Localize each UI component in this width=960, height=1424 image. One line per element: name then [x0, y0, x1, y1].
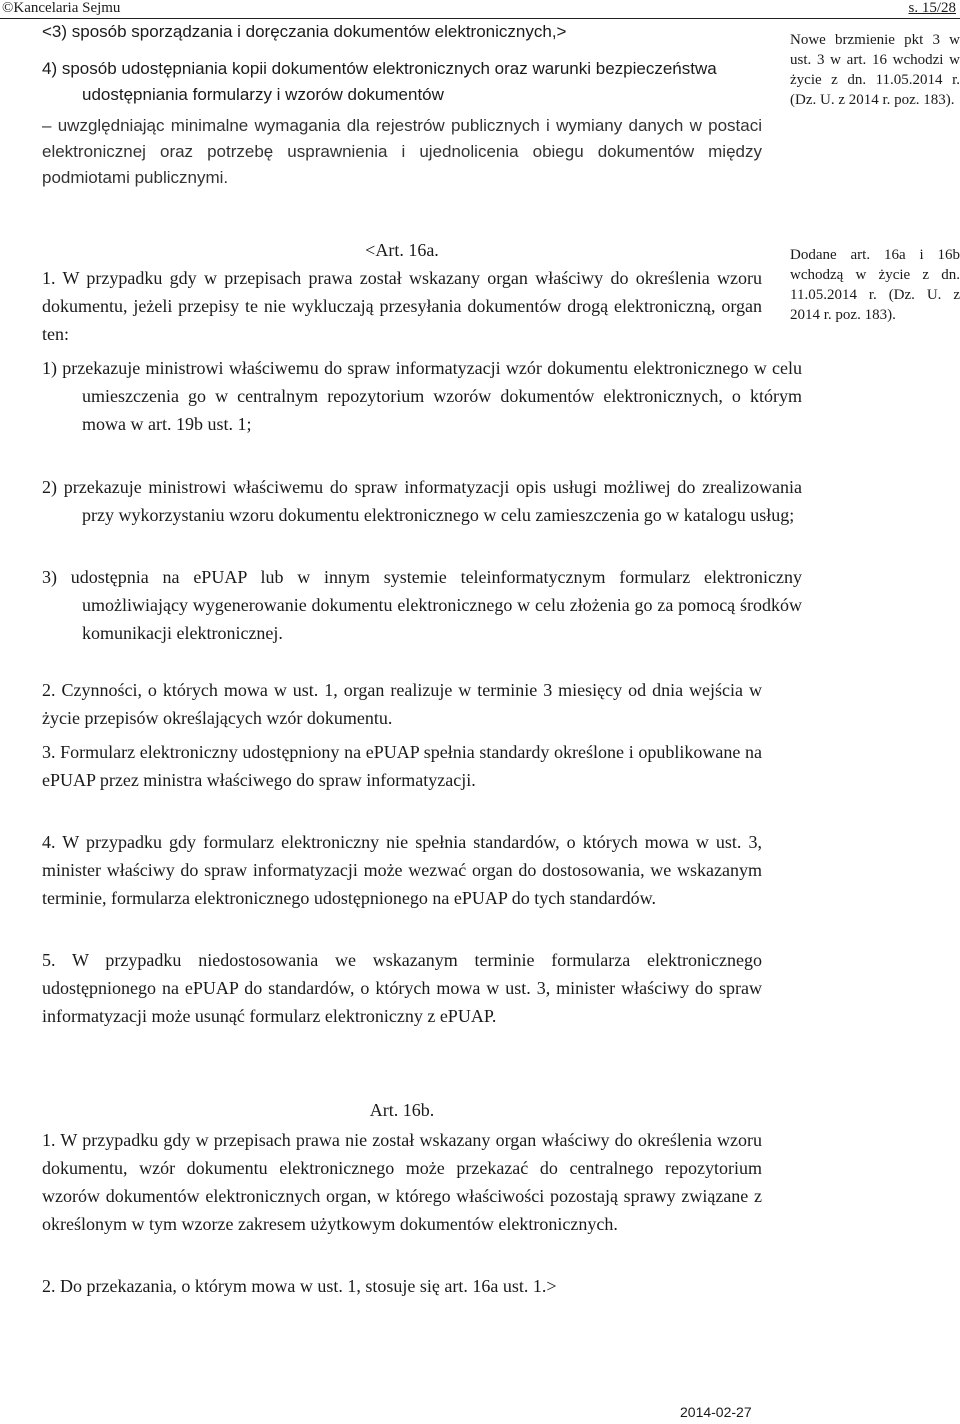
header-source: ©Kancelaria Sejmu [2, 0, 121, 16]
side-note-1: Nowe brzmienie pkt 3 w ust. 3 w art. 16 wchodzi w życie z dn. 11.05.2014 r. (Dz. U. z 2014 r. poz. 183). [790, 32, 960, 108]
page-number: s. 15/28 [908, 0, 956, 16]
art-16a-para-4: 4. W przypadku gdy formularz elektroniczny nie spełnia standardów, o których mowa w ust. 3, minister właściwy do spraw informatyzacji może wezwać organ do dostosowania, we wskazanym terminie, formularza elektronicznego udostępnionego na ePUAP do tych standardów. [42, 832, 762, 908]
art-16a-point-2: 2) przekazuje ministrowi właściwemu do spraw informatyzacji opis usługi możliwej do zrealizowania przy wykorzystaniu wzoru dokumentu elektronicznego w celu zamieszczenia go w katalogu usług; [42, 477, 802, 525]
art-16b-para-2: 2. Do przekazania, o którym mowa w ust. 1, stosuje się art. 16a ust. 1.> [42, 1276, 557, 1296]
art-16a-para-3: 3. Formularz elektroniczny udostępniony na ePUAP spełnia standardy określone i opublikowane na ePUAP przez ministra właściwego do spraw informatyzacji. [42, 742, 762, 790]
art-16a-para-5: 5. W przypadku niedostosowania we wskazanym terminie formularza elektronicznego udostępnionego na ePUAP do standardów, o których mowa w ust. 3, minister właściwy do spraw informatyzacji może usunąć formularz elektroniczny z ePUAP. [42, 950, 762, 1026]
item-3-text: <3) sposób sporządzania i doręczania dokumentów elektronicznych,> [42, 22, 567, 41]
art-16b-para-1: 1. W przypadku gdy w przepisach prawa nie został wskazany organ właściwy do określenia wzoru dokumentu, wzór dokumentu elektronicznego może przekazać do centralnego repozytorium wzorów dokumentów elektronicznych organ, w którego właściwości pozostają sprawy związane z określonym w tym wzorze zakresem użytkowym dokumentów elektronicznych. [42, 1130, 762, 1234]
footer-date: 2014-02-27 [680, 1404, 752, 1420]
item-4 [42, 56, 762, 108]
art-16a-point-1: 1) przekazuje ministrowi właściwemu do spraw informatyzacji wzór dokumentu elektronicznego w celu umieszczenia go w centralnym repozytorium wzorów dokumentów elektronicznych, o którym mowa w art. 19b ust. 1; [42, 358, 802, 434]
art-16a-para-2: 2. Czynności, o których mowa w ust. 1, organ realizuje w terminie 3 miesięcy od dnia wejścia w życie przepisów określających wzór dokumentu. [42, 680, 762, 728]
page-header [0, 0, 960, 20]
art-16b-heading: Art. 16b. [369, 1100, 435, 1120]
art-16a-para-1-text: W przypadku gdy w przepisach prawa został wskazany organ właściwy do określenia wzoru dokumentu, jeżeli przepisy te nie wykluczają przesyłania dokumentów drogą elektroniczną, organ ten: [42, 268, 762, 344]
art-16a-para-1-num: 1. [42, 268, 56, 288]
art-16a-heading: <Art. 16a. [365, 240, 439, 260]
side-note-2: Dodane art. 16a i 16b wchodzą w życie z dn. 11.05.2014 r. (Dz. U. z 2014 r. poz. 183). [790, 247, 960, 323]
closing-clause: – uwzględniając minimalne wymagania dla rejestrów publicznych i wymiany danych w postaci elektronicznej oraz potrzebę usprawnienia i ujednolicenia obiegu dokumentów między podmiotami publicznymi. [42, 116, 762, 187]
item-4-text: 4) sposób udostępniania kopii dokumentów elektronicznych oraz warunki bezpieczeństwa udostępniania formularzy i wzorów dokumentów [42, 59, 717, 104]
header-rule [0, 18, 960, 19]
art-16a-para-1 [42, 264, 762, 348]
art-16a-point-3: 3) udostępnia na ePUAP lub w innym systemie teleinformatycznym formularz elektroniczny umożliwiający wygenerowanie dokumentu elektronicznego w celu złożenia go za pomocą środków komunikacji elektronicznej. [42, 567, 802, 643]
